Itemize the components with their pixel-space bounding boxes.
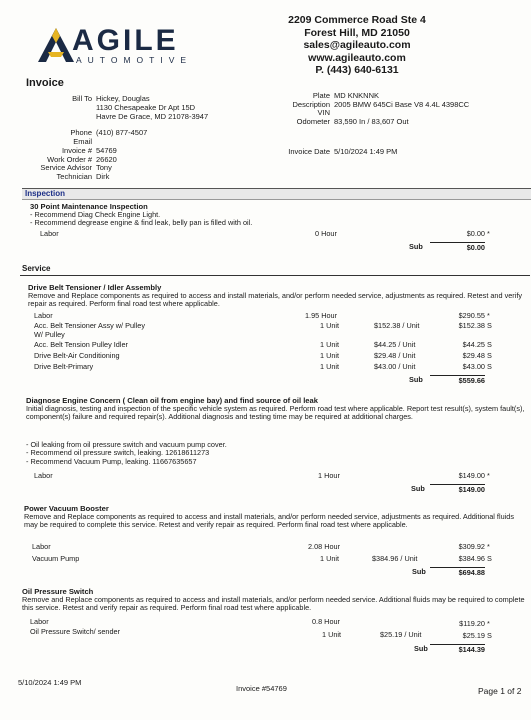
line-flag: *: [487, 471, 490, 480]
work-order-label: Work Order #: [47, 154, 92, 164]
line-unit-price: $25.19 / Unit: [380, 630, 422, 639]
footer-datetime: 5/10/2024 1:49 PM: [18, 678, 82, 687]
line-qty: 1 Unit: [320, 362, 340, 371]
customer-phone: (410) 877-4507: [96, 128, 148, 137]
line-amount: $152.38: [458, 321, 485, 330]
job-description: Initial diagnosis, testing and inspection of the specific vehicle system as required. Perform road test where applicable. Report test result(s), system fault(s), component(s) failure and required repair(s). Additional diagnosis and testing time may be required at additional charges.: [26, 404, 525, 422]
vehicle-labels: [270, 92, 330, 126]
job-sub-label: Sub: [412, 567, 426, 576]
company-address2: Forest Hill, MD 21050: [304, 26, 410, 39]
job-title: Drive Belt Tensioner / Idler Assembly: [28, 283, 162, 292]
line-amount: $29.48: [462, 351, 485, 360]
company-email[interactable]: sales@agileauto.com: [303, 39, 411, 51]
job-note: - Recommend oil pressure switch, leaking. 12618611273: [26, 448, 210, 458]
line-name: Drive Belt-Air Conditioning: [34, 351, 120, 360]
line-flag: S: [487, 631, 492, 640]
line-amount: $290.55: [458, 311, 485, 320]
inspection-labor-amount: $0.00: [466, 229, 485, 238]
phone-label: Phone: [70, 128, 92, 137]
line-qty: 1 Unit: [320, 351, 340, 360]
vehicle-values: [334, 92, 469, 126]
technician-name: Dirk: [96, 171, 110, 181]
job-description: Remove and Replace components as required to access and install materials, and/or perform needed service, adjustments as required. Additional fluids may be required to complete this service. Retest and verify repair as required. Perform final road test where applicable.: [24, 512, 514, 530]
company-website[interactable]: www.agileauto.com: [308, 51, 406, 64]
section-service: Service: [22, 264, 51, 273]
customer-addr2: Havre De Grace, MD 21078-3947: [96, 112, 209, 121]
invoice-number: 54769: [96, 146, 117, 155]
inspection-sub-label: Sub: [409, 242, 423, 251]
line-unit-price: $384.96 / Unit: [372, 554, 418, 563]
line-flag: *: [487, 311, 490, 320]
line-name: Drive Belt-Primary: [34, 362, 94, 371]
line-name: Acc. Belt Tensioner Assy w/ Pulley: [34, 321, 145, 330]
advisor-name: Tony: [96, 163, 112, 172]
plate-label: Plate: [312, 91, 330, 100]
inspection-notes: [30, 211, 252, 228]
odometer-label: Odometer: [296, 116, 330, 126]
job-subtotal: $144.39: [430, 644, 485, 654]
inspection-labor-label: Labor: [40, 229, 59, 238]
job-sub-label: Sub: [411, 484, 425, 493]
line-amount: $309.92: [458, 542, 485, 551]
invoice-date: 5/10/2024 1:49 PM: [334, 147, 398, 156]
line-name: Labor: [34, 311, 53, 320]
customer-addr1: 1130 Chesapeake Dr Apt 15D: [96, 103, 196, 112]
job-title: Power Vacuum Booster: [24, 504, 109, 513]
line-unit-price: $152.38 / Unit: [374, 321, 420, 330]
line-qty: 1 Unit: [320, 321, 340, 330]
job-title: Oil Pressure Switch: [22, 587, 94, 596]
inspection-labor-flag: *: [487, 229, 490, 238]
job-sub-label: Sub: [409, 375, 423, 384]
company-address1: 2209 Commerce Road Ste 4: [288, 14, 426, 26]
inspection-labor-qty: 0 Hour: [315, 229, 337, 238]
invoice-number-label: Invoice #: [61, 146, 92, 155]
job-notes: [26, 441, 227, 466]
line-amount: $149.00: [458, 471, 485, 480]
footer-page: Page 1 of 2: [478, 686, 522, 696]
invoice-title: Invoice: [26, 77, 64, 89]
line-name: Oil Pressure Switch/ sender: [30, 627, 121, 636]
logo-name: AGILE: [72, 24, 179, 57]
plate-value: MD KNKNNK: [334, 91, 380, 100]
company-phone: P. (443) 640-6131: [315, 64, 399, 76]
meta-values: [96, 147, 117, 181]
job-sub-label: Sub: [414, 644, 428, 653]
customer-name: Hickey, Douglas: [96, 94, 150, 103]
job-subtotal: $694.88: [430, 567, 485, 577]
inspection-note: - Recommend degrease engine & find leak, belly pan is filled with oil.: [30, 218, 253, 228]
line-name: Acc. Belt Tension Pulley Idler: [34, 340, 128, 349]
footer-invoice: Invoice #54769: [236, 684, 287, 693]
line-qty: 1.95 Hour: [305, 311, 338, 320]
line-unit-price: $44.25 / Unit: [374, 340, 416, 349]
logo-subtitle: AUTOMOTIVE: [76, 55, 193, 65]
job-note: - Recommend Vacuum Pump, leaking. 11667635657: [26, 456, 197, 466]
line-qty: 1 Unit: [322, 630, 342, 639]
line-flag: S: [487, 362, 492, 371]
job-note: - Oil leaking from oil pressure switch and vacuum pump cover.: [26, 440, 227, 449]
line-flag: S: [487, 554, 492, 563]
line-amount: $43.00: [462, 362, 485, 371]
line-name: Labor: [34, 471, 53, 480]
job-subtotal: $149.00: [430, 484, 485, 494]
line-flag: S: [487, 321, 492, 330]
line-name: Vacuum Pump: [32, 554, 80, 563]
inspection-subtotal: $0.00: [430, 242, 485, 252]
line-qty: 1 Unit: [320, 340, 340, 349]
customer-block: [96, 94, 208, 121]
description-label: Description: [292, 99, 330, 109]
line-unit-price: $43.00 / Unit: [374, 362, 416, 371]
inspection-note: - Recommend Diag Check Engine Light.: [30, 210, 161, 219]
email-label: Email: [73, 137, 92, 146]
line-amount: $44.25: [462, 340, 485, 349]
line-amount: $384.96: [458, 554, 485, 563]
job-description: Remove and Replace components as required to access and install materials, and/or perform needed service, adjustments as required. Retest and verify repair as required. Perform final road test where applicable.: [28, 291, 523, 309]
odometer-value: 83,590 In / 83,607 Out: [334, 116, 409, 126]
line-qty: 1 Hour: [318, 471, 340, 480]
section-inspection: Inspection: [22, 188, 531, 200]
line-flag: S: [487, 340, 492, 349]
line-flag: S: [487, 351, 492, 360]
line-name-cont: W/ Pulley: [34, 330, 65, 339]
work-order-number: 26620: [96, 154, 117, 164]
technician-label: Technician: [56, 171, 92, 181]
description-value: 2005 BMW 645Ci Base V8 4.4L 4398CC: [334, 99, 470, 109]
meta-labels: [20, 147, 92, 181]
line-flag: *: [487, 619, 490, 628]
service-divider: [20, 275, 530, 276]
line-amount: $25.19: [462, 631, 485, 640]
advisor-label: Service Advisor: [40, 163, 92, 172]
company-info: [282, 14, 432, 77]
inspection-title: 30 Point Maintenance Inspection: [30, 202, 148, 211]
job-description: Remove and Replace components as required to access and install materials, and/or perform needed service. Additional fluids may be required to complete this service. Retest and verify repair as required. Perform final road test where applicable.: [22, 595, 525, 613]
vin-label: VIN: [317, 108, 330, 117]
bill-to-label: Bill To: [72, 94, 92, 103]
line-qty: 2.08 Hour: [308, 542, 341, 551]
line-qty: 1 Unit: [320, 554, 340, 563]
job-subtotal: $559.66: [430, 375, 485, 385]
line-name: Labor: [30, 617, 49, 626]
job-title: Diagnose Engine Concern ( Clean oil from engine bay) and find source of oil leak: [26, 396, 318, 405]
line-qty: 0.8 Hour: [312, 617, 340, 626]
line-unit-price: $29.48 / Unit: [374, 351, 416, 360]
invoice-date-label: Invoice Date: [288, 147, 330, 156]
line-name: Labor: [32, 542, 51, 551]
line-flag: *: [487, 542, 490, 551]
line-amount: $119.20: [459, 619, 485, 628]
